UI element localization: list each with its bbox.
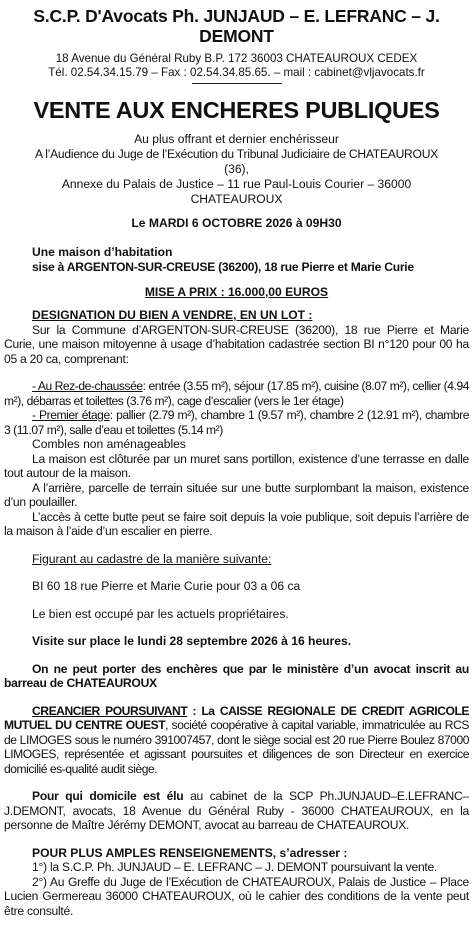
audience-line: CHATEAUROUX — [190, 192, 283, 206]
info-item-2: 2°) Au Greffe du Juge de l’Exécution de CHATEAUROUX, Palais de Justice – Place Lucien Germereau 36000 CHATEAUROUX, où le cahier des conditions de la vente peut être consulté. — [4, 874, 469, 918]
creditor-label: CREANCIER POURSUIVANT — [32, 703, 188, 718]
property-type: Une maison d’habitation — [32, 244, 173, 259]
domicile-label: Pour qui domicile est élu — [32, 789, 184, 803]
header-divider — [192, 83, 282, 84]
sale-date: Le MARDI 6 OCTOBRE 2026 à 09H30 — [131, 216, 342, 230]
audience-line: (36), — [224, 162, 249, 176]
audience-line: A l’Audience du Juge de l’Exécution du Tribunal Judiciaire de CHATEAUROUX — [34, 147, 438, 161]
first-floor-label: - Premier étage — [32, 408, 110, 422]
notice-title: VENTE AUX ENCHERES PUBLIQUES — [33, 97, 440, 123]
audience-line: Annexe du Palais de Justice – 11 rue Paul-Louis Courier – 36000 — [61, 177, 412, 191]
attic-note: Combles non aménageables — [32, 437, 186, 451]
firm-name: S.C.P. D'Avocats Ph. JUNJAUD – E. LEFRANC – J. DEMONT — [33, 6, 440, 46]
starting-price-text: MISE A PRIX : 16.000,00 EUROS — [144, 284, 329, 299]
creditor-name: : La CAISSE REGIONALE DE CREDIT AGRICOLE MUTUEL DU CENTRE OUEST — [4, 703, 470, 732]
info-heading: POUR PLUS AMPLES RENSEIGNEMENTS, s’adresser : — [32, 845, 348, 860]
domicile-text: au cabinet de la SCP Ph.JUNJAUD–E.LEFRANC–J.DEMONT, avocats, 18 Avenue du Général Ruby - 36000 CHATEAUROUX, en la personne de Maître Jérémy DEMONT, avocat au barreau de CHATEAUROUX. — [4, 789, 469, 832]
property-address: sise à ARGENTON-SUR-CREUSE (36200), 18 rue Pierre et Marie Curie — [32, 259, 414, 274]
ground-floor-rooms — [4, 379, 469, 408]
designation-heading: DESIGNATION DU BIEN A VENDRE, EN UN LOT : — [32, 308, 313, 322]
first-floor-text: : pallier (2.79 m²), chambre 1 (9.57 m²), chambre 2 (12.91 m²), chambre 3 (11.07 m²), salle d’eau et toilettes (5.14 m²) — [4, 408, 469, 437]
ground-floor-text: : entrée (3.55 m²), séjour (17.85 m²), cuisine (8.07 m²), cellier (4.94 m²), débarras et toilettes (3.76 m²), cage d’escalier (vers le 1er étage) — [4, 379, 469, 408]
fence-paragraph: La maison est clôturée par un muret sans portillon, existence d’une terrasse en dalle tout autour de la maison. — [4, 451, 469, 480]
access-paragraph: L’accès à cette butte peut se faire soit depuis la voie publique, soit depuis l’arrière de la maison à l’aide d’un escalier en pierre. — [4, 509, 469, 538]
firm-contact: Tél. 02.54.34.15.79 – Fax : 02.54.34.85.65. – mail : cabinet@vljavocats.fr — [48, 66, 425, 79]
audience-line: Au plus offrant et dernier enchérisseur — [134, 132, 339, 146]
info-item-1: 1°) la S.C.P. Ph. JUNJAUD – E. LEFRANC – J. DEMONT poursuivant la vente. — [32, 860, 438, 874]
cadastre-heading-text: Figurant au cadastre de la manière suivante: — [32, 551, 272, 566]
first-floor-rooms — [4, 408, 469, 437]
designation-intro: Sur la Commune d’ARGENTON-SUR-CREUSE (36200), 18 rue Pierre et Marie Curie, une maison mitoyenne à usage d’habitation cadastrée section BI n°120 pour 00 ha 05 a 20 ca, comprenant: — [4, 322, 469, 366]
starting-price — [4, 285, 469, 300]
audience-block — [4, 132, 469, 207]
visit-notice: Visite sur place le lundi 28 septembre 2026 à 16 heures. — [32, 634, 352, 648]
creditor-paragraph — [4, 704, 469, 777]
ground-floor-label: - Au Rez-de-chaussée — [32, 379, 143, 393]
rear-paragraph: A l’arrière, parcelle de terrain située sur une butte surplombant la maison, existence d’un poulailler. — [4, 480, 469, 509]
property-summary — [4, 245, 469, 275]
occupancy-status: Le bien est occupé par les actuels propriétaires. — [32, 606, 289, 621]
firm-address: 18 Avenue du Général Ruby B.P. 172 36003 CHATEAUROUX CEDEX — [55, 52, 418, 65]
cadastre-heading — [4, 552, 469, 567]
creditor-details: , société coopérative à capital variable, immatriculée au RCS de LIMOGES sous le numéro 391007457, dont le siège social est 20 rue Pierre Boulez 87000 LIMOGES, représentée et agissant poursuites et diligences de son Directeur en exercice domicilié es-qualité audit siège. — [4, 718, 469, 776]
cadastre-line: BI 60 18 rue Pierre et Marie Curie pour 03 a 06 ca — [32, 579, 301, 593]
lawyer-notice: On ne peut porter des enchères que par le ministère d’un avocat inscrit au barreau de CHATEAUROUX — [4, 661, 469, 690]
domicile-paragraph — [4, 789, 469, 833]
